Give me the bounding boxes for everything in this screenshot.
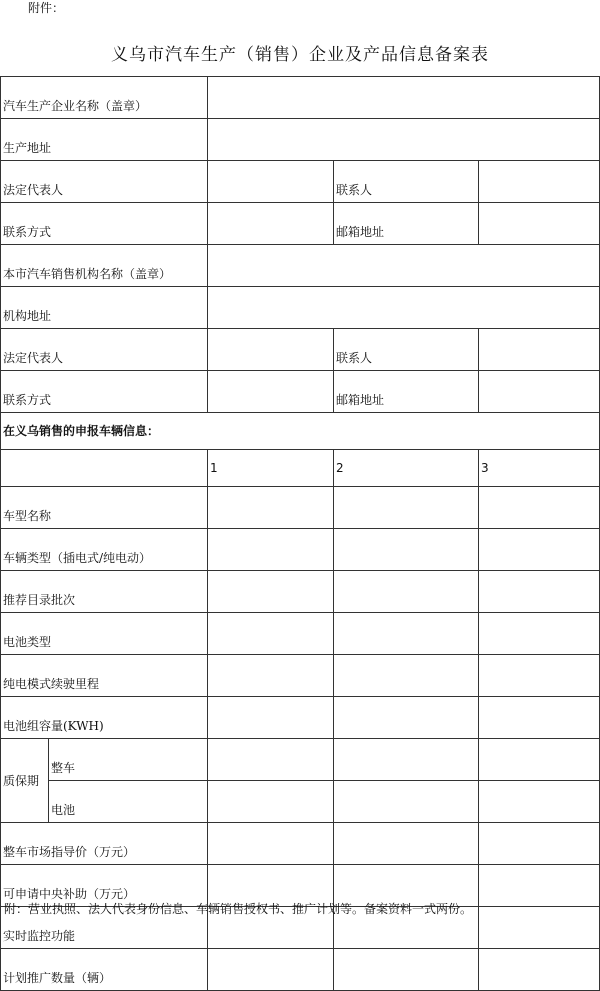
model-name-cell-3[interactable]: [479, 487, 600, 529]
model-name-cell-2[interactable]: [334, 487, 479, 529]
warranty-vehicle-cell-2[interactable]: [334, 739, 479, 781]
catalog-batch-cell-1[interactable]: [208, 571, 334, 613]
warranty-battery-cell-2[interactable]: [334, 781, 479, 823]
vehicle-row: [1, 571, 600, 613]
producer-postal-address-label: 邮箱地址: [334, 203, 479, 245]
producer-legal-rep-field[interactable]: [208, 161, 334, 203]
central-subsidy-cell-3[interactable]: [479, 865, 600, 907]
column-number-2: 2: [334, 450, 479, 487]
ev-range-label: 纯电模式续驶里程: [1, 655, 208, 697]
sales-contact-person-label: 联系人: [334, 329, 479, 371]
attachment-note: 附：营业执照、法人代表身份信息、车辆销售授权书、推广计划等。备案资料一式两份。: [4, 902, 473, 916]
producer-contact-method-label: 联系方式: [1, 203, 208, 245]
producer-address-row: [1, 119, 600, 161]
sales-address-row: [1, 287, 600, 329]
battery-type-label: 电池类型: [1, 613, 208, 655]
model-name-label: 车型名称: [1, 487, 208, 529]
realtime-monitoring-cell-3[interactable]: [479, 907, 600, 949]
planned-quantity-cell-1[interactable]: [208, 949, 334, 991]
column-number-1: 1: [208, 450, 334, 487]
planned-quantity-label: 计划推广数量（辆）: [1, 949, 208, 991]
central-subsidy-label: 可申请中央补助（万元）: [1, 865, 208, 907]
warranty-battery-cell-1[interactable]: [208, 781, 334, 823]
catalog-batch-label: 推荐目录批次: [1, 571, 208, 613]
ev-range-cell-2[interactable]: [334, 655, 479, 697]
sales-legal-row: [1, 329, 600, 371]
vehicle-row: [1, 739, 600, 781]
column-number-3: 3: [479, 450, 600, 487]
model-name-cell-1[interactable]: [208, 487, 334, 529]
sales-legal-rep-label: 法定代表人: [1, 329, 208, 371]
sales-org-address-label: 机构地址: [1, 287, 208, 329]
producer-postal-address-field[interactable]: [479, 203, 600, 245]
vehicle-row: [1, 823, 600, 865]
planned-quantity-cell-3[interactable]: [479, 949, 600, 991]
market-price-cell-3[interactable]: [479, 823, 600, 865]
battery-type-cell-3[interactable]: [479, 613, 600, 655]
realtime-monitoring-label: 实时监控功能: [1, 907, 208, 949]
warranty-battery-cell-3[interactable]: [479, 781, 600, 823]
vehicle-column-header-row: [1, 450, 600, 487]
central-subsidy-cell-2[interactable]: [334, 865, 479, 907]
vehicle-row: [1, 781, 600, 823]
market-price-cell-1[interactable]: [208, 823, 334, 865]
sales-postal-address-label: 邮箱地址: [334, 371, 479, 413]
sales-contact-row: [1, 371, 600, 413]
warranty-vehicle-cell-3[interactable]: [479, 739, 600, 781]
producer-contact-method-field[interactable]: [208, 203, 334, 245]
vehicle-row: [1, 949, 600, 991]
vehicle-type-cell-1[interactable]: [208, 529, 334, 571]
warranty-vehicle-cell-1[interactable]: [208, 739, 334, 781]
producer-name-label: 汽车生产企业名称（盖章）: [1, 77, 208, 119]
vehicle-row: [1, 697, 600, 739]
vehicle-row: [1, 865, 600, 907]
battery-capacity-cell-2[interactable]: [334, 697, 479, 739]
column-header-blank: [1, 450, 208, 487]
catalog-batch-cell-3[interactable]: [479, 571, 600, 613]
central-subsidy-cell-1[interactable]: [208, 865, 334, 907]
producer-contact-person-field[interactable]: [479, 161, 600, 203]
warranty-vehicle-label: 整车: [49, 739, 208, 781]
producer-legal-rep-label: 法定代表人: [1, 161, 208, 203]
market-price-cell-2[interactable]: [334, 823, 479, 865]
market-price-label: 整车市场指导价（万元）: [1, 823, 208, 865]
vehicle-section-row: [1, 413, 600, 450]
vehicle-type-label: 车辆类型（插电式/纯电动）: [1, 529, 208, 571]
sales-org-address-field[interactable]: [208, 287, 600, 329]
battery-type-cell-1[interactable]: [208, 613, 334, 655]
vehicle-type-cell-3[interactable]: [479, 529, 600, 571]
battery-type-cell-2[interactable]: [334, 613, 479, 655]
sales-contact-method-field[interactable]: [208, 371, 334, 413]
vehicle-section-title: 在义乌销售的申报车辆信息：: [1, 413, 600, 450]
battery-capacity-cell-1[interactable]: [208, 697, 334, 739]
sales-contact-person-field[interactable]: [479, 329, 600, 371]
vehicle-row: [1, 487, 600, 529]
battery-capacity-label: 电池组容量(KWH): [1, 697, 208, 739]
warranty-battery-label: 电池: [49, 781, 208, 823]
producer-address-field[interactable]: [208, 119, 600, 161]
producer-legal-row: [1, 161, 600, 203]
catalog-batch-cell-2[interactable]: [334, 571, 479, 613]
vehicle-type-cell-2[interactable]: [334, 529, 479, 571]
form-title: 义乌市汽车生产（销售）企业及产品信息备案表: [111, 45, 489, 65]
warranty-label: 质保期: [1, 739, 49, 823]
sales-postal-address-field[interactable]: [479, 371, 600, 413]
producer-contact-row: [1, 203, 600, 245]
vehicle-row: [1, 613, 600, 655]
sales-org-name-label: 本市汽车销售机构名称（盖章）: [1, 245, 208, 287]
producer-name-field[interactable]: [208, 77, 600, 119]
sales-legal-rep-field[interactable]: [208, 329, 334, 371]
ev-range-cell-1[interactable]: [208, 655, 334, 697]
planned-quantity-cell-2[interactable]: [334, 949, 479, 991]
battery-capacity-cell-3[interactable]: [479, 697, 600, 739]
sales-name-row: [1, 245, 600, 287]
filing-form-table: [0, 76, 600, 991]
producer-name-row: [1, 77, 600, 119]
vehicle-row: [1, 529, 600, 571]
sales-contact-method-label: 联系方式: [1, 371, 208, 413]
ev-range-cell-3[interactable]: [479, 655, 600, 697]
producer-address-label: 生产地址: [1, 119, 208, 161]
producer-contact-person-label: 联系人: [334, 161, 479, 203]
sales-org-name-field[interactable]: [208, 245, 600, 287]
attachment-label: 附件：: [28, 1, 65, 15]
vehicle-row: [1, 655, 600, 697]
